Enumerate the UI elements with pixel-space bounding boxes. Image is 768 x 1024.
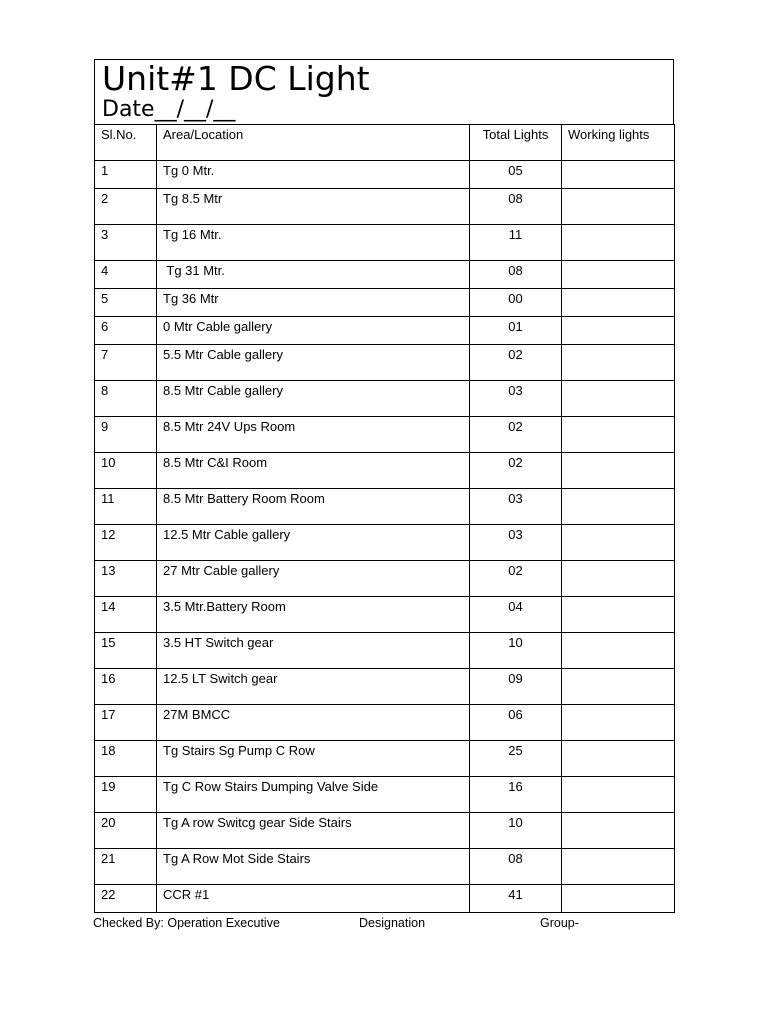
table-row — [95, 597, 675, 633]
total-lights-cell: 05 — [470, 161, 562, 189]
table-row — [95, 289, 675, 317]
table-row — [95, 417, 675, 453]
working-lights-cell[interactable] — [562, 261, 675, 289]
total-lights-cell: 16 — [470, 777, 562, 813]
working-lights-cell[interactable] — [562, 189, 675, 225]
working-lights-cell[interactable] — [562, 453, 675, 489]
sl-cell: 3 — [95, 225, 157, 261]
working-lights-cell[interactable] — [562, 669, 675, 705]
table-row — [95, 777, 675, 813]
area-cell: Tg 8.5 Mtr — [157, 189, 470, 225]
sl-cell: 21 — [95, 849, 157, 885]
working-lights-cell[interactable] — [562, 633, 675, 669]
sl-cell: 17 — [95, 705, 157, 741]
area-cell: 8.5 Mtr Cable gallery — [157, 381, 470, 417]
table-row — [95, 453, 675, 489]
table-row — [95, 849, 675, 885]
area-cell: Tg C Row Stairs Dumping Valve Side — [157, 777, 470, 813]
sl-cell: 7 — [95, 345, 157, 381]
total-lights-cell: 25 — [470, 741, 562, 777]
table-row — [95, 489, 675, 525]
working-lights-cell[interactable] — [562, 885, 675, 913]
table-row — [95, 261, 675, 289]
area-cell: 8.5 Mtr 24V Ups Room — [157, 417, 470, 453]
area-cell: 8.5 Mtr Battery Room Room — [157, 489, 470, 525]
table-row — [95, 345, 675, 381]
table-row — [95, 317, 675, 345]
area-cell: Tg A row Switcg gear Side Stairs — [157, 813, 470, 849]
designation-label: Designation — [359, 916, 426, 930]
sl-cell: 15 — [95, 633, 157, 669]
working-lights-cell[interactable] — [562, 561, 675, 597]
working-lights-cell[interactable] — [562, 345, 675, 381]
checked-by-label: Checked By: Operation Executive — [93, 916, 280, 930]
working-lights-cell[interactable] — [562, 741, 675, 777]
total-lights-cell: 02 — [470, 453, 562, 489]
header-working-lights: Working lights — [562, 125, 675, 161]
total-lights-cell: 08 — [470, 849, 562, 885]
sl-cell: 11 — [95, 489, 157, 525]
page-title: Unit#1 DC Light — [102, 59, 370, 98]
table-row — [95, 885, 675, 913]
area-cell: Tg 0 Mtr. — [157, 161, 470, 189]
sl-cell: 8 — [95, 381, 157, 417]
working-lights-cell[interactable] — [562, 417, 675, 453]
area-cell: Tg 31 Mtr. — [157, 261, 470, 289]
total-lights-cell: 03 — [470, 381, 562, 417]
table-row — [95, 561, 675, 597]
working-lights-cell[interactable] — [562, 813, 675, 849]
table-row — [95, 741, 675, 777]
table-row — [95, 525, 675, 561]
area-cell: 27 Mtr Cable gallery — [157, 561, 470, 597]
total-lights-cell: 02 — [470, 561, 562, 597]
working-lights-cell[interactable] — [562, 289, 675, 317]
area-cell: CCR #1 — [157, 885, 470, 913]
sl-cell: 10 — [95, 453, 157, 489]
sl-cell: 6 — [95, 317, 157, 345]
area-cell: 5.5 Mtr Cable gallery — [157, 345, 470, 381]
area-cell: 3.5 HT Switch gear — [157, 633, 470, 669]
lights-table — [94, 124, 675, 913]
working-lights-cell[interactable] — [562, 317, 675, 345]
total-lights-cell: 03 — [470, 489, 562, 525]
table-row — [95, 225, 675, 261]
working-lights-cell[interactable] — [562, 705, 675, 741]
area-cell: 27M BMCC — [157, 705, 470, 741]
sl-cell: 5 — [95, 289, 157, 317]
group-label: Group- — [540, 916, 579, 930]
total-lights-cell: 06 — [470, 705, 562, 741]
sl-cell: 22 — [95, 885, 157, 913]
header-total-lights: Total Lights — [470, 125, 562, 161]
title-box — [94, 59, 674, 125]
total-lights-cell: 04 — [470, 597, 562, 633]
total-lights-cell: 02 — [470, 417, 562, 453]
table-row — [95, 633, 675, 669]
dc-light-sheet — [94, 59, 674, 913]
area-cell: 0 Mtr Cable gallery — [157, 317, 470, 345]
working-lights-cell[interactable] — [562, 777, 675, 813]
total-lights-cell: 11 — [470, 225, 562, 261]
working-lights-cell[interactable] — [562, 849, 675, 885]
working-lights-cell[interactable] — [562, 525, 675, 561]
header-area-location: Area/Location — [157, 125, 470, 161]
header-sl-no: Sl.No. — [95, 125, 157, 161]
area-cell: 8.5 Mtr C&I Room — [157, 453, 470, 489]
total-lights-cell: 00 — [470, 289, 562, 317]
working-lights-cell[interactable] — [562, 225, 675, 261]
area-cell: Tg A Row Mot Side Stairs — [157, 849, 470, 885]
sl-cell: 20 — [95, 813, 157, 849]
total-lights-cell: 10 — [470, 633, 562, 669]
total-lights-cell: 10 — [470, 813, 562, 849]
sl-cell: 19 — [95, 777, 157, 813]
total-lights-cell: 01 — [470, 317, 562, 345]
table-row — [95, 705, 675, 741]
sl-cell: 18 — [95, 741, 157, 777]
table-row — [95, 161, 675, 189]
sl-cell: 1 — [95, 161, 157, 189]
table-row — [95, 813, 675, 849]
working-lights-cell[interactable] — [562, 381, 675, 417]
sl-cell: 16 — [95, 669, 157, 705]
working-lights-cell[interactable] — [562, 597, 675, 633]
total-lights-cell: 08 — [470, 189, 562, 225]
total-lights-cell: 09 — [470, 669, 562, 705]
area-cell: 3.5 Mtr.Battery Room — [157, 597, 470, 633]
table-row — [95, 189, 675, 225]
area-cell: 12.5 Mtr Cable gallery — [157, 525, 470, 561]
area-cell: Tg 16 Mtr. — [157, 225, 470, 261]
table-header-row — [95, 125, 675, 161]
sl-cell: 12 — [95, 525, 157, 561]
working-lights-cell[interactable] — [562, 489, 675, 525]
total-lights-cell: 08 — [470, 261, 562, 289]
sl-cell: 14 — [95, 597, 157, 633]
sl-cell: 13 — [95, 561, 157, 597]
sl-cell: 2 — [95, 189, 157, 225]
working-lights-cell[interactable] — [562, 161, 675, 189]
table-row — [95, 381, 675, 417]
total-lights-cell: 03 — [470, 525, 562, 561]
total-lights-cell: 41 — [470, 885, 562, 913]
date-label: Date__/__/__ — [102, 97, 236, 122]
sl-cell: 4 — [95, 261, 157, 289]
total-lights-cell: 02 — [470, 345, 562, 381]
area-cell: 12.5 LT Switch gear — [157, 669, 470, 705]
table-row — [95, 669, 675, 705]
sl-cell: 9 — [95, 417, 157, 453]
area-cell: Tg Stairs Sg Pump C Row — [157, 741, 470, 777]
area-cell: Tg 36 Mtr — [157, 289, 470, 317]
